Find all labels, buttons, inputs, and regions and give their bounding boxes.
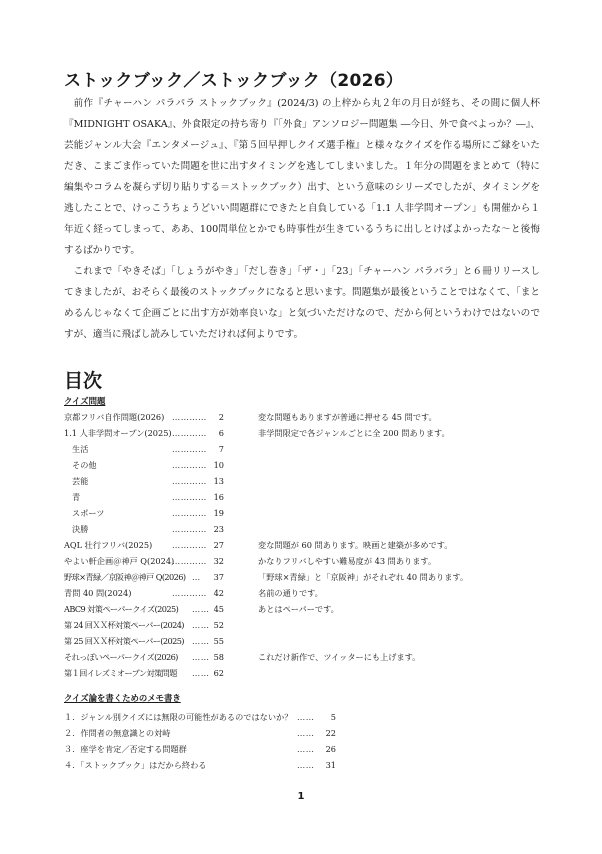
- memo-page-number: 22: [325, 728, 336, 738]
- memo-row: [64, 709, 544, 725]
- page-number: 1: [297, 791, 305, 802]
- memo-entry-title: １．ジャンル別クイズには無限の可能性があるのではないか？: [64, 712, 293, 722]
- toc-leader-dots: ……: [192, 652, 210, 662]
- toc-entry-note: あとはペーパーです。: [258, 604, 339, 614]
- toc-page-number: 32: [213, 556, 224, 566]
- toc-row: [64, 617, 544, 633]
- intro-text: [64, 93, 540, 345]
- toc-leader-dots: …………: [172, 524, 207, 534]
- toc-leader-dots: ……: [192, 604, 210, 614]
- toc-entry-title: その他: [72, 460, 97, 470]
- toc-entry-title: 1.1 人非学問オープン(2025): [64, 428, 172, 438]
- toc-row: [64, 505, 544, 521]
- toc-entry-title: 第 24 回ＸＸ杯対策ペーパー(2024): [64, 620, 184, 630]
- toc-entry-title: やよい軒企画＠神戸 Q(2024): [64, 556, 175, 566]
- toc-row: [64, 489, 544, 505]
- toc-row: [64, 601, 544, 617]
- memo-leader-dots: ……: [297, 744, 315, 754]
- toc-page-number: 62: [213, 668, 224, 678]
- toc-page-number: 58: [213, 652, 224, 662]
- memo-leader-dots: ……: [297, 728, 315, 738]
- toc-page-number: 37: [213, 572, 224, 582]
- toc-entry-title: それっぽいペーパークイズ(2026): [64, 652, 178, 662]
- toc-row: [64, 585, 544, 601]
- toc-entry-title: 青問 40 問(2024): [64, 588, 132, 598]
- toc-page-number: 2: [218, 412, 224, 422]
- toc-entry-title: 生活: [72, 444, 89, 454]
- toc-leader-dots: …………: [172, 556, 207, 566]
- toc-row: [64, 553, 544, 569]
- toc-entry-title: 決勝: [72, 524, 89, 534]
- memo-entry-title: ２．作問者の無意識との対峙: [64, 728, 171, 738]
- toc-row: [64, 665, 544, 681]
- toc-row: [64, 409, 544, 425]
- toc-row: [64, 649, 544, 665]
- toc-row: [64, 521, 544, 537]
- toc-entry-note: 「野球×青緑」と「京阪神」がそれぞれ 40 問あります。: [258, 572, 469, 582]
- toc-row: [64, 537, 544, 553]
- toc-leader-dots: ……: [192, 636, 210, 646]
- memo-page-number: 5: [330, 712, 336, 722]
- toc-page-number: 19: [213, 508, 224, 518]
- toc-entry-note: これだけ新作で、ツイッターにも上げます。: [258, 652, 421, 662]
- toc-page-number: 13: [213, 476, 224, 486]
- toc-leader-dots: …………: [172, 412, 207, 422]
- toc-entry-note: 変な問題が 60 問あります。映画と建築が多めです。: [258, 540, 453, 550]
- memo-toc-list: [64, 709, 544, 773]
- toc-leader-dots: …………: [172, 460, 207, 470]
- toc-row: [64, 633, 544, 649]
- toc-entry-title: 野球×青緑／京阪神＠神戸 Q(2026): [64, 572, 186, 582]
- intro-paragraph: 前作『チャーハン パラパラ ストックブック』(2024/3) の上梓から丸２年の月日が経ち、その間に個人杯『MIDNIGHT OSAKA』、外食限定の持ち寄り『「外食」アンソロジー問題集 ―今日、外で食べよっか？―』、芸能ジャンル大会『エンタメージュ』、『第５回早押しクイズ選手権』と様々なクイズを作る場所にご縁をいただき、こまごま作っていた問題を世に出すタイミングを逃してしまいました。１年分の問題をまとめて（特に編集やコラムを凝らず切り貼りする＝ストックブック）出す、という意味のシリーズでしたが、タイミングを逃したことで、けっこうちょうどいい問題群にできたと自負している「1.1 人非学問オープン」も開催から１年近く経ってしまって、ああ、100問単位とかでも時事性が生きているうちに出しとけばよかったな～と後悔するばかりです。: [64, 98, 540, 256]
- memo-leader-dots: ……: [297, 760, 315, 770]
- toc-leader-dots: …………: [172, 444, 207, 454]
- toc-page-number: 55: [213, 636, 224, 646]
- memo-row: [64, 725, 544, 741]
- toc-entry-title: 第 25 回ＸＸ杯対策ペーパー(2025): [64, 636, 184, 646]
- memo-row: [64, 741, 544, 757]
- toc-page-number: 16: [213, 492, 224, 502]
- toc-row: [64, 441, 544, 457]
- toc-leader-dots: …………: [172, 428, 207, 438]
- toc-page-number: 27: [213, 540, 224, 550]
- memo-entry-title: ４．「ストックブック」はだから終わる: [64, 760, 207, 770]
- memo-page-number: 26: [325, 744, 336, 754]
- toc-entry-title: 第１回イレズミオープン対策問題: [64, 668, 177, 678]
- memo-leader-dots: ……: [297, 712, 315, 722]
- toc-leader-dots: …………: [172, 476, 207, 486]
- toc-page-number: 23: [213, 524, 224, 534]
- toc-leader-dots: ……: [192, 668, 210, 678]
- memo-page-number: 31: [325, 760, 336, 770]
- toc-entry-note: 名前の通りです。: [258, 588, 323, 598]
- toc-page-number: 52: [213, 620, 224, 630]
- toc-entry-title: 芸能: [72, 476, 89, 486]
- toc-page-number: 42: [213, 588, 224, 598]
- memo-row: [64, 757, 544, 773]
- toc-page-number: 10: [213, 460, 224, 470]
- quiz-section-heading: クイズ問題: [64, 396, 106, 406]
- toc-entry-title: 青: [72, 492, 81, 502]
- toc-leader-dots: …: [192, 572, 201, 582]
- toc-heading: 目次: [64, 370, 103, 392]
- toc-row: [64, 569, 544, 585]
- toc-leader-dots: ……: [192, 620, 210, 630]
- toc-page-number: 45: [213, 604, 224, 614]
- toc-entry-title: スポーツ: [72, 508, 105, 518]
- memo-section-heading: クイズ論を書くためのメモ書き: [64, 693, 181, 703]
- toc-entry-note: かなりフリバしやすい難易度が 43 問あります。: [258, 556, 437, 566]
- toc-row: [64, 457, 544, 473]
- toc-leader-dots: …………: [172, 492, 207, 502]
- toc-leader-dots: …………: [172, 588, 207, 598]
- toc-page-number: 6: [218, 428, 224, 438]
- toc-leader-dots: …………: [172, 540, 207, 550]
- document-title: ストックブック／ストックブック（2026）: [64, 71, 404, 91]
- toc-entry-title: ABC9 対策ペーパークイズ(2025): [64, 604, 179, 614]
- toc-row: [64, 425, 544, 441]
- toc-leader-dots: …………: [172, 508, 207, 518]
- toc-entry-title: 京都フリバ自作問題(2026): [64, 412, 165, 422]
- memo-entry-title: ３．座学を肯定／否定する問題群: [64, 744, 187, 754]
- toc-entry-note: 変な問題もありますが普通に押せる 45 問です。: [258, 412, 437, 422]
- toc-entry-note: 非学問限定で各ジャンルごとに全 200 問あります。: [258, 428, 450, 438]
- quiz-toc-list: [64, 409, 544, 681]
- intro-paragraph: これまで「やきそば」「しょうがやき」「だし巻き」「ザ・」「23」「チャーハン パラパラ」と６冊リリースしてきましたが、おそらく最後のストックブックになると思います。問題集が最後ということではなくて、「まとめるんじゃなくて企画ごとに出す方が効率良いな」と気づいただけなので、だから何というわけではないのですが、適当に飛ばし読みしていただければ何よりです。: [64, 266, 540, 340]
- toc-entry-title: AQL 壮行フリバ(2025): [64, 540, 153, 550]
- toc-page-number: 7: [218, 444, 224, 454]
- toc-row: [64, 473, 544, 489]
